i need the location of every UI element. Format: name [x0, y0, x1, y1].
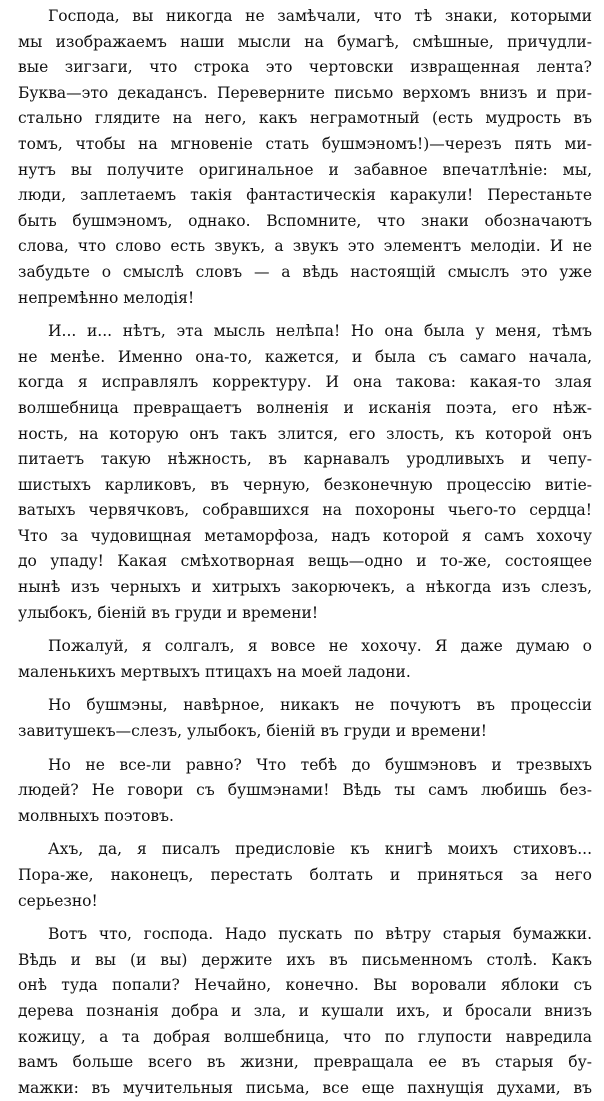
text-line: когда я исправлялъ корректуру. И она такова: какая-то злая	[18, 373, 592, 392]
text-line: Вотъ что, господа. Надо пускать по вѣтру старыя бумажки.	[48, 925, 592, 944]
text-line: кожицу, а та добрая волшебница, что по глупости навредила	[18, 1027, 592, 1046]
paragraph	[18, 4, 592, 311]
text-line: И... и... нѣтъ, эта мысль нелѣпа! Но она была у меня, тѣмъ	[48, 322, 592, 341]
text-line: слова, что слово есть звукъ, а звукъ это элементъ мелодіи. И не	[18, 237, 592, 256]
text-line: непремѣнно мелодія!	[18, 288, 195, 307]
paragraph	[18, 753, 592, 830]
text-line: питаетъ такую нѣжность, въ карнавалъ уродливыхъ и чепу-	[18, 450, 592, 469]
text-line: мы изображаемъ наши мысли на бумагѣ, смѣшные, причудли-	[18, 32, 592, 51]
text-line: нынѣ изъ черныхъ и хитрыхъ закорючекъ, а нѣкогда изъ слезъ,	[18, 578, 592, 597]
paragraph	[18, 319, 592, 626]
text-line: молвныхъ поэтовъ.	[18, 806, 174, 825]
text-line: онѣ туда попали? Нечайно, конечно. Вы воровали яблоки съ	[18, 976, 592, 995]
text-line: до упаду! Какая смѣхотворная вещь—одно и то-же, состоящее	[18, 552, 592, 571]
paragraph	[18, 837, 592, 914]
text-line: не менѣе. Именно она-то, кажется, и была съ самаго начала,	[18, 347, 592, 366]
text-line: Пожалуй, я солгалъ, я вовсе не хохочу. Я даже думаю о	[48, 637, 592, 656]
text-line: Что за чудовищная метаморфоза, надъ которой я самъ хохочу	[18, 526, 592, 545]
text-line: томъ, чтобы на мгновеніе стать бушмэномъ!)—черезъ пять ми-	[18, 134, 592, 153]
text-line: Ахъ, да, я писалъ предисловіе къ книгѣ моихъ стиховъ...	[48, 840, 592, 859]
text-line: мажки: въ мучительныя письма, все еще пахнущія духами, въ	[18, 1078, 592, 1097]
text-line: ность, на которую онъ такъ злится, его злость, къ которой онъ	[18, 424, 592, 443]
text-line: стально глядите на него, какъ неграмотный (есть мудрость въ	[18, 109, 592, 128]
text-line: Вѣдь и вы (и вы) держите ихъ въ письменномъ столѣ. Какъ	[18, 950, 592, 969]
text-line: люди, заплетаемъ такія фантастическія каракули! Перестаньте	[18, 186, 592, 205]
text-line: завитушекъ—слезъ, улыбокъ, біеній въ груди и времени!	[18, 722, 488, 741]
paragraph	[18, 693, 592, 744]
text-line: быть бушмэномъ, однако. Вспомните, что знаки обозначаютъ	[18, 211, 592, 230]
text-line: улыбокъ, біеній въ груди и времени!	[18, 603, 319, 622]
text-line: дерева познанія добра и зла, и кушали ихъ, и бросали внизъ	[18, 1001, 592, 1020]
text-line: волшебница превращаетъ волненія и исканія поэта, его нѣж-	[18, 398, 592, 417]
text-line: шистыхъ карликовъ, въ черную, безконечную процессію витіе-	[18, 475, 592, 494]
text-line: Буква—это декадансъ. Переверните письмо верхомъ внизъ и при-	[18, 83, 592, 102]
text-line: Но бушмэны, навѣрное, никакъ не почуютъ въ процессіи	[48, 696, 592, 715]
text-line: вые зигзаги, что строка это чертовски извращенная лента?	[18, 58, 592, 77]
paragraph	[18, 634, 592, 685]
text-line: людей? Не говори съ бушмэнами! Вѣдь ты самъ любишь без-	[18, 781, 592, 800]
text-line: нутъ вы получите оригинальное и забавное впечатлѣніе: мы,	[18, 160, 592, 179]
text-line: Господа, вы никогда не замѣчали, что тѣ знаки, которыми	[48, 7, 592, 25]
paragraph	[18, 922, 592, 1101]
text-line: маленькихъ мертвыхъ птицахъ на моей ладони.	[18, 662, 411, 681]
text-line: Пора-же, наконецъ, перестать болтать и приняться за него	[18, 866, 592, 884]
text-body	[18, 4, 592, 1101]
text-line: вамъ больше всего въ жизни, превращала ее въ старыя бу-	[18, 1053, 592, 1072]
text-line: Но не все-ли равно? Что тебѣ до бушмэновъ и трезвыхъ	[48, 755, 592, 774]
text-line: ватыхъ червячковъ, собравшихся на похороны чьего-то сердца!	[18, 501, 592, 520]
text-line: забудьте о смыслѣ словъ — а вѣдь настоящій смыслъ это уже	[18, 262, 592, 281]
text-line: серьезно!	[18, 891, 98, 910]
